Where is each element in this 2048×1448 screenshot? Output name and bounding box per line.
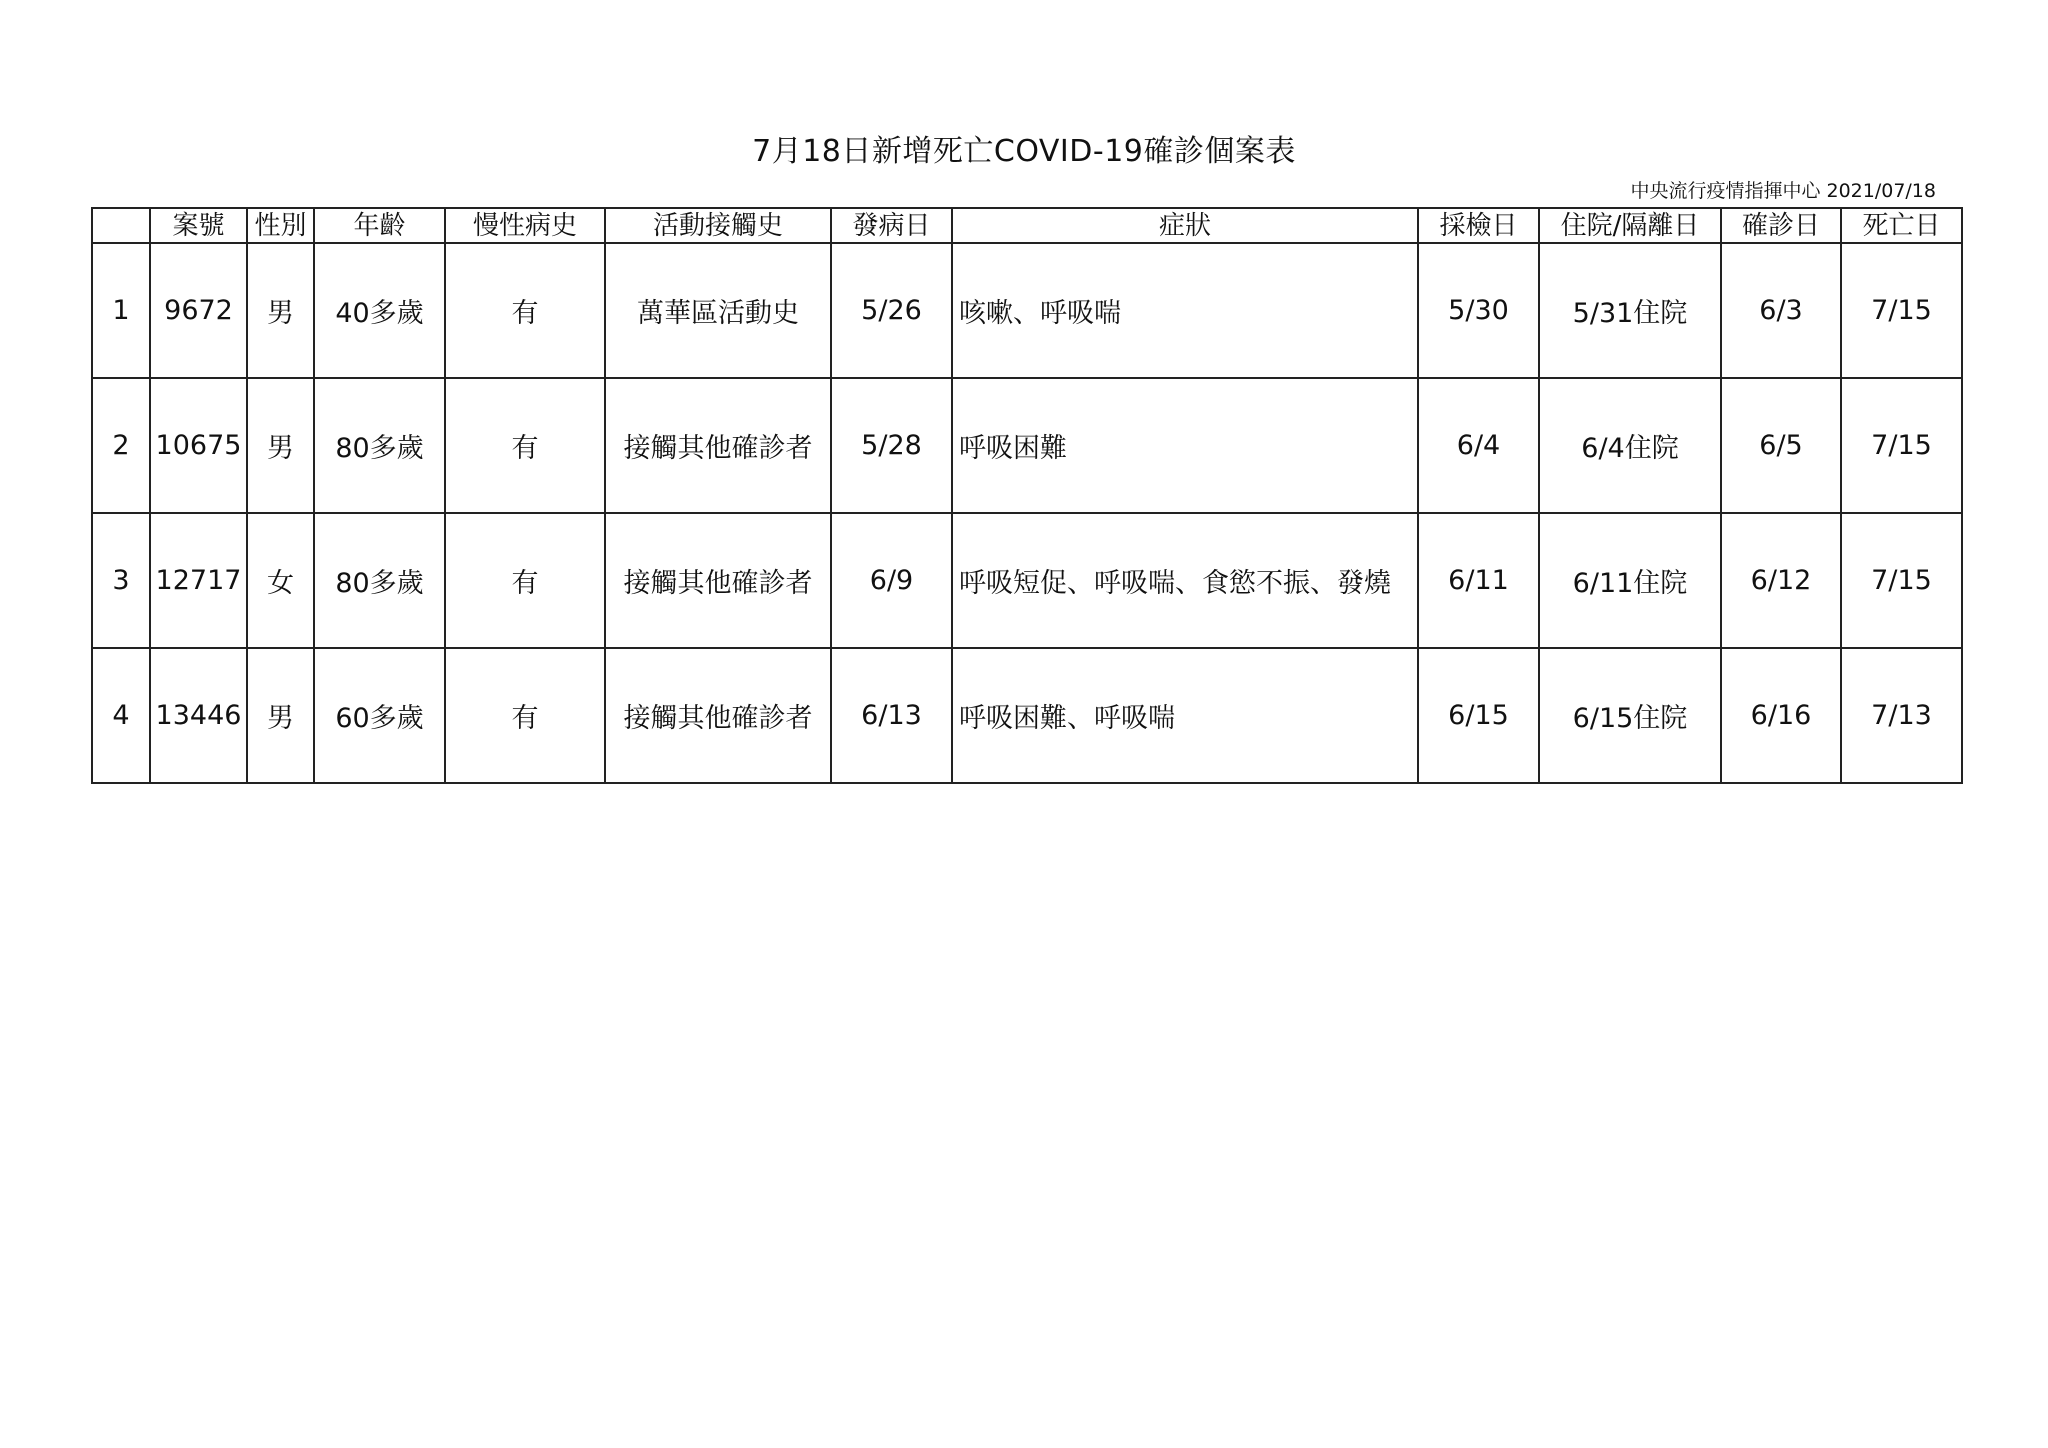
cell-age: 80多歲 xyxy=(314,378,445,513)
header-admission-date: 住院/隔離日 xyxy=(1539,208,1721,243)
cell-case-number: 13446 xyxy=(150,648,247,783)
table-row xyxy=(92,648,1962,783)
header-death-date: 死亡日 xyxy=(1841,208,1962,243)
cell-confirmed-date: 6/12 xyxy=(1721,513,1841,648)
header-onset-date: 發病日 xyxy=(831,208,952,243)
cell-death-date: 7/15 xyxy=(1841,243,1962,378)
header-sampling-date: 採檢日 xyxy=(1418,208,1539,243)
cell-chronic-disease: 有 xyxy=(445,648,605,783)
cell-death-date: 7/15 xyxy=(1841,513,1962,648)
header-case-number: 案號 xyxy=(150,208,247,243)
cell-admission-date: 6/15住院 xyxy=(1539,648,1721,783)
cell-admission-date: 5/31住院 xyxy=(1539,243,1721,378)
source-date-line: 中央流行疫情指揮中心 2021/07/18 xyxy=(1630,180,1936,202)
cell-confirmed-date: 6/16 xyxy=(1721,648,1841,783)
cell-death-date: 7/15 xyxy=(1841,378,1962,513)
cell-sampling-date: 6/15 xyxy=(1418,648,1539,783)
header-chronic-disease: 慢性病史 xyxy=(445,208,605,243)
cell-sampling-date: 5/30 xyxy=(1418,243,1539,378)
cell-symptoms: 呼吸短促、呼吸喘、食慾不振、發燒 xyxy=(952,513,1418,648)
cell-sampling-date: 6/11 xyxy=(1418,513,1539,648)
cell-age: 40多歲 xyxy=(314,243,445,378)
cell-death-date: 7/13 xyxy=(1841,648,1962,783)
cell-sex: 女 xyxy=(247,513,314,648)
cell-contact-history: 接觸其他確診者 xyxy=(605,378,831,513)
header-symptoms: 症狀 xyxy=(952,208,1418,243)
cell-chronic-disease: 有 xyxy=(445,378,605,513)
cell-sex: 男 xyxy=(247,243,314,378)
cell-case-number: 9672 xyxy=(150,243,247,378)
page-title: 7月18日新增死亡COVID-19確診個案表 xyxy=(752,134,1296,169)
cell-index: 4 xyxy=(92,648,150,783)
cell-sex: 男 xyxy=(247,378,314,513)
cell-onset-date: 6/9 xyxy=(831,513,952,648)
header-sex: 性別 xyxy=(247,208,314,243)
cell-sampling-date: 6/4 xyxy=(1418,378,1539,513)
cell-admission-date: 6/4住院 xyxy=(1539,378,1721,513)
cell-age: 60多歲 xyxy=(314,648,445,783)
cell-age: 80多歲 xyxy=(314,513,445,648)
table-row xyxy=(92,513,1962,648)
cell-symptoms: 咳嗽、呼吸喘 xyxy=(952,243,1418,378)
cell-chronic-disease: 有 xyxy=(445,243,605,378)
cell-onset-date: 5/26 xyxy=(831,243,952,378)
header-index xyxy=(92,208,150,243)
cell-confirmed-date: 6/5 xyxy=(1721,378,1841,513)
cell-case-number: 10675 xyxy=(150,378,247,513)
cell-index: 1 xyxy=(92,243,150,378)
cell-chronic-disease: 有 xyxy=(445,513,605,648)
cell-admission-date: 6/11住院 xyxy=(1539,513,1721,648)
cell-symptoms: 呼吸困難、呼吸喘 xyxy=(952,648,1418,783)
cell-contact-history: 萬華區活動史 xyxy=(605,243,831,378)
header-confirmed-date: 確診日 xyxy=(1721,208,1841,243)
cell-case-number: 12717 xyxy=(150,513,247,648)
death-case-table xyxy=(91,207,1963,784)
table-header-row xyxy=(92,208,1962,243)
cell-onset-date: 5/28 xyxy=(831,378,952,513)
header-age: 年齡 xyxy=(314,208,445,243)
cell-contact-history: 接觸其他確診者 xyxy=(605,648,831,783)
cell-contact-history: 接觸其他確診者 xyxy=(605,513,831,648)
header-contact-history: 活動接觸史 xyxy=(605,208,831,243)
table-row xyxy=(92,243,1962,378)
table-row xyxy=(92,378,1962,513)
cell-index: 3 xyxy=(92,513,150,648)
cell-confirmed-date: 6/3 xyxy=(1721,243,1841,378)
cell-index: 2 xyxy=(92,378,150,513)
cell-sex: 男 xyxy=(247,648,314,783)
cell-onset-date: 6/13 xyxy=(831,648,952,783)
cell-symptoms: 呼吸困難 xyxy=(952,378,1418,513)
